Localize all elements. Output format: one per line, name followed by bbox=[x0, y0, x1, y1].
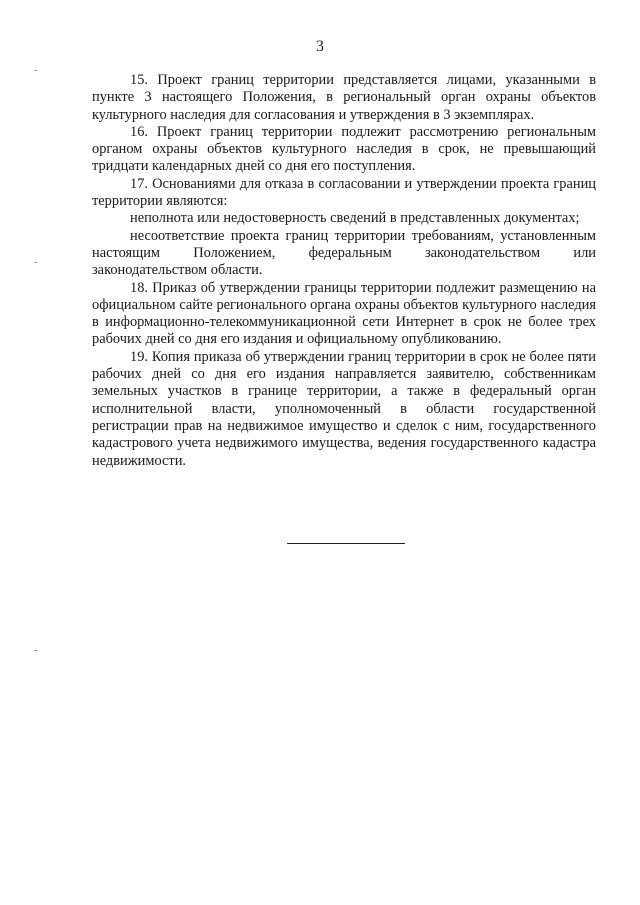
document-body bbox=[92, 72, 596, 470]
paragraph-17-item-1: неполнота или недостоверность сведений в представленных документах; bbox=[130, 210, 580, 227]
scan-speck bbox=[34, 70, 37, 71]
paragraph-15: 15. Проект границ территории представляется лицами, указанными в пункте 3 настоящего Положения, в региональный орган охраны объектов культурного наследия для согласования и утверждения в 3 экземплярах. bbox=[92, 72, 596, 123]
paragraph-17-item-2: несоответствие проекта границ территории требованиям, установленным настоящим Положением, федеральным законодательством или законодательством области. bbox=[92, 227, 596, 279]
paragraph-17: 17. Основаниями для отказа в согласовании и утверждении проекта границ территории являются: bbox=[92, 175, 596, 210]
paragraph-16: 16. Проект границ территории подлежит рассмотрению региональным органом охраны объектов культурного наследия в срок, не превышающий тридцати календарных дней со дня его поступления. bbox=[92, 123, 596, 175]
page-number: 3 bbox=[316, 38, 324, 55]
paragraph-19: 19. Копия приказа об утверждении границ территории в срок не более пяти рабочих дней со дня его издания направляется заявителю, собственникам земельных участков в границе территории, а также в федеральный орган исполнительной власти, уполномоченный в области государственной регистрации прав на недвижимое имущество и сделок с ним, государственного кадастрового учета недвижимого имущества, ведения государственного кадастра недвижимости. bbox=[92, 348, 596, 469]
scan-speck bbox=[34, 262, 37, 263]
paragraph-18: 18. Приказ об утверждении границы территории подлежит размещению на официальном сайте регионального органа охраны объектов культурного наследия в информационно-телекоммуникационной сети Интернет в срок не более трех рабочих дней со дня его издания и официальному опубликованию. bbox=[92, 279, 596, 348]
end-of-document-rule bbox=[287, 543, 405, 544]
scan-speck bbox=[34, 650, 37, 651]
